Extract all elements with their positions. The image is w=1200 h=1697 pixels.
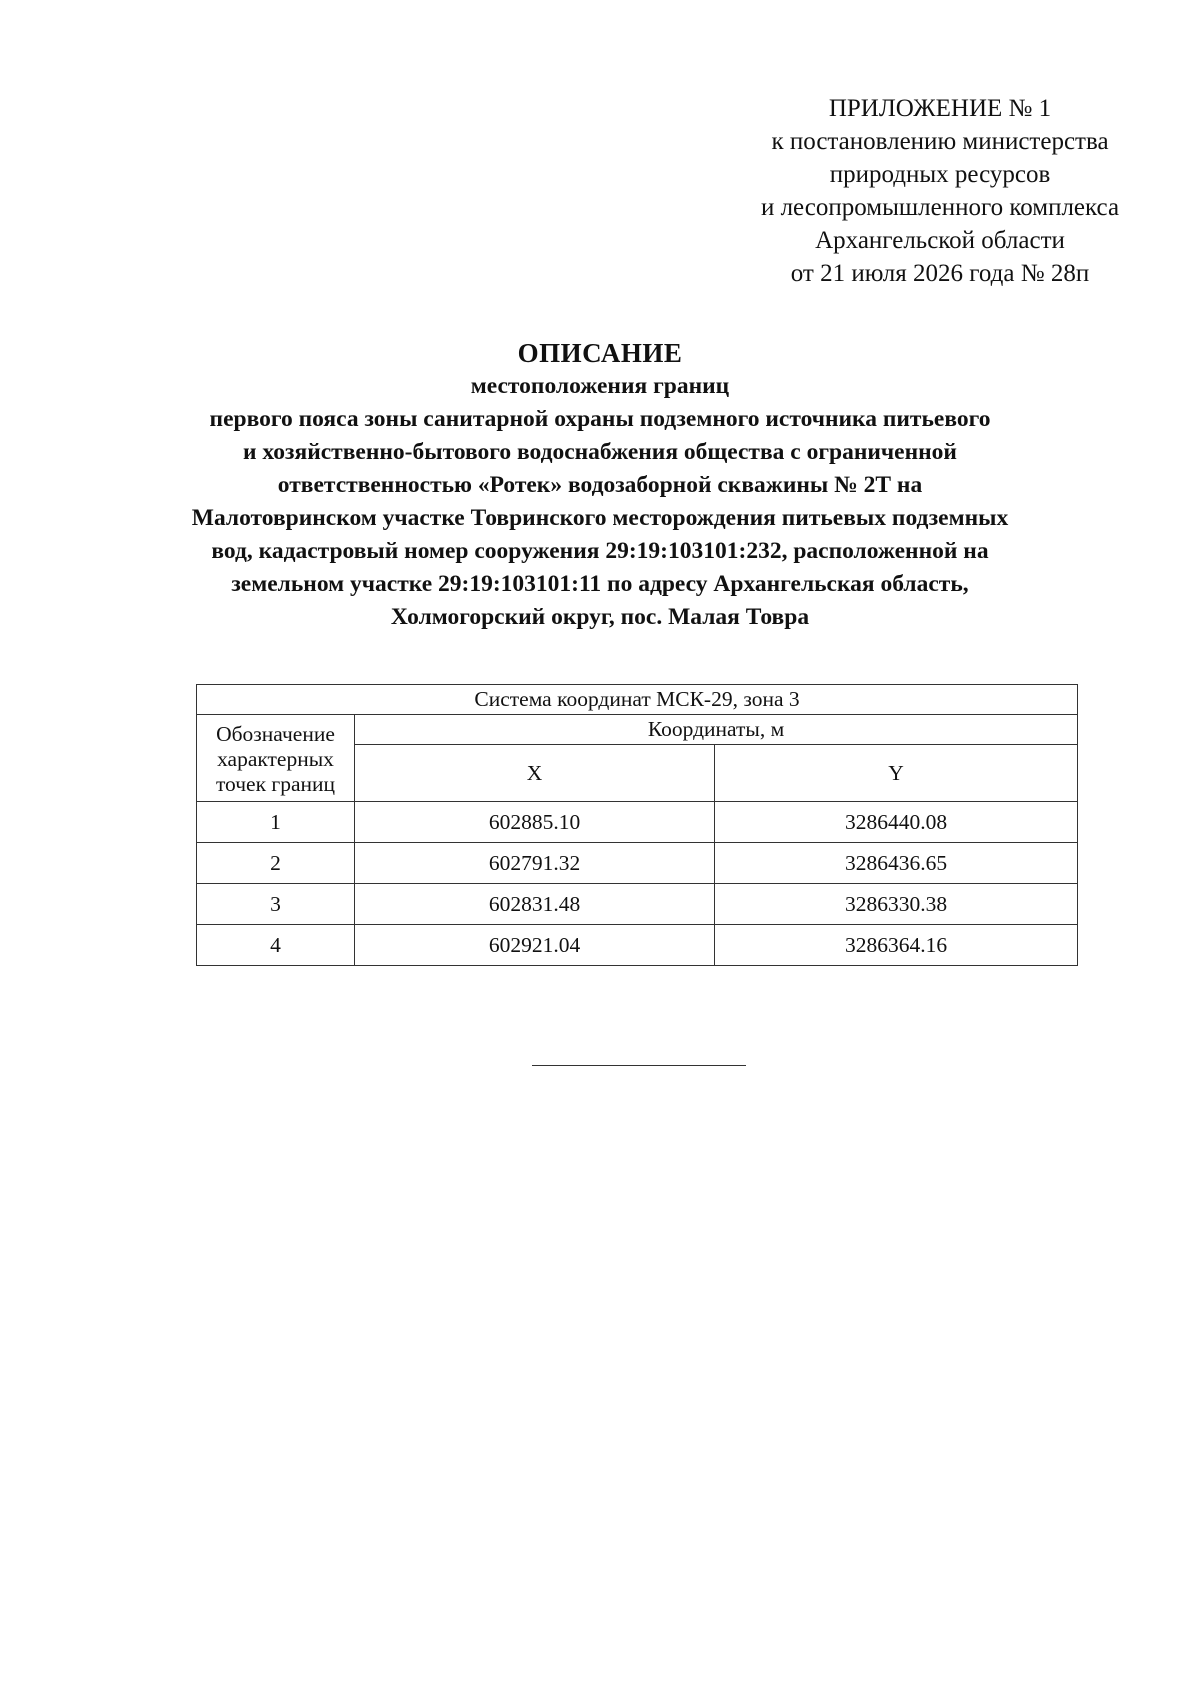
table-system-row bbox=[197, 685, 1078, 715]
designation-header-line: точек границ bbox=[215, 771, 336, 796]
table-header-row bbox=[197, 715, 1078, 745]
annex-reference-line: природных ресурсов bbox=[829, 161, 1051, 188]
annex-reference-line: и лесопромышленного комплекса bbox=[760, 194, 1120, 221]
heading-line: Холмогорский округ, пос. Малая Товра bbox=[390, 604, 810, 630]
x-coordinate-cell: 602831.48 bbox=[355, 884, 715, 925]
heading-line: вод, кадастровый номер сооружения 29:19:103101:232, расположенной на bbox=[211, 538, 989, 564]
heading-line: земельном участке 29:19:103101:11 по адресу Архангельская область, bbox=[231, 571, 969, 597]
designation-header bbox=[197, 715, 355, 802]
heading-line: ответственностью «Ротек» водозаборной скважины № 2Т на bbox=[277, 472, 923, 498]
x-column-header: X bbox=[355, 745, 715, 802]
x-coordinate-cell: 602791.32 bbox=[355, 843, 715, 884]
table-row bbox=[197, 802, 1078, 843]
y-coordinate-cell: 3286440.08 bbox=[715, 802, 1078, 843]
x-coordinate-cell: 602921.04 bbox=[355, 925, 715, 966]
y-coordinate-cell: 3286436.65 bbox=[715, 843, 1078, 884]
x-coordinate-cell: 602885.10 bbox=[355, 802, 715, 843]
designation-header-line: Обозначение bbox=[216, 721, 335, 746]
document-title: ОПИСАНИЕ bbox=[517, 338, 683, 368]
end-of-document-line bbox=[532, 1065, 746, 1066]
coordinates-table bbox=[196, 684, 1078, 966]
y-column-header: Y bbox=[715, 745, 1078, 802]
point-number-cell: 4 bbox=[197, 925, 355, 966]
table-row bbox=[197, 925, 1078, 966]
coordinates-header: Координаты, м bbox=[355, 715, 1078, 745]
annex-date: от 21 июля 2026 года № 28п bbox=[790, 260, 1090, 287]
designation-header-line: характерных bbox=[217, 746, 334, 771]
coordinate-system-label: Система координат МСК-29, зона 3 bbox=[197, 685, 1078, 715]
annex-reference-line: Архангельской области bbox=[815, 227, 1065, 254]
heading-line: первого пояса зоны санитарной охраны подземного источника питьевого bbox=[209, 406, 991, 432]
heading-line: и хозяйственно-бытового водоснабжения общества с ограниченной bbox=[243, 439, 957, 465]
table-row bbox=[197, 884, 1078, 925]
document-heading bbox=[90, 336, 1110, 634]
table-row bbox=[197, 843, 1078, 884]
heading-line: местоположения границ bbox=[470, 373, 730, 399]
point-number-cell: 2 bbox=[197, 843, 355, 884]
point-number-cell: 1 bbox=[197, 802, 355, 843]
annex-block bbox=[700, 92, 1180, 290]
annex-reference-line: к постановлению министерства bbox=[771, 128, 1109, 155]
y-coordinate-cell: 3286364.16 bbox=[715, 925, 1078, 966]
point-number-cell: 3 bbox=[197, 884, 355, 925]
annex-number: ПРИЛОЖЕНИЕ № 1 bbox=[828, 95, 1052, 122]
heading-line: Малотовринском участке Товринского месторождения питьевых подземных bbox=[191, 505, 1009, 531]
y-coordinate-cell: 3286330.38 bbox=[715, 884, 1078, 925]
